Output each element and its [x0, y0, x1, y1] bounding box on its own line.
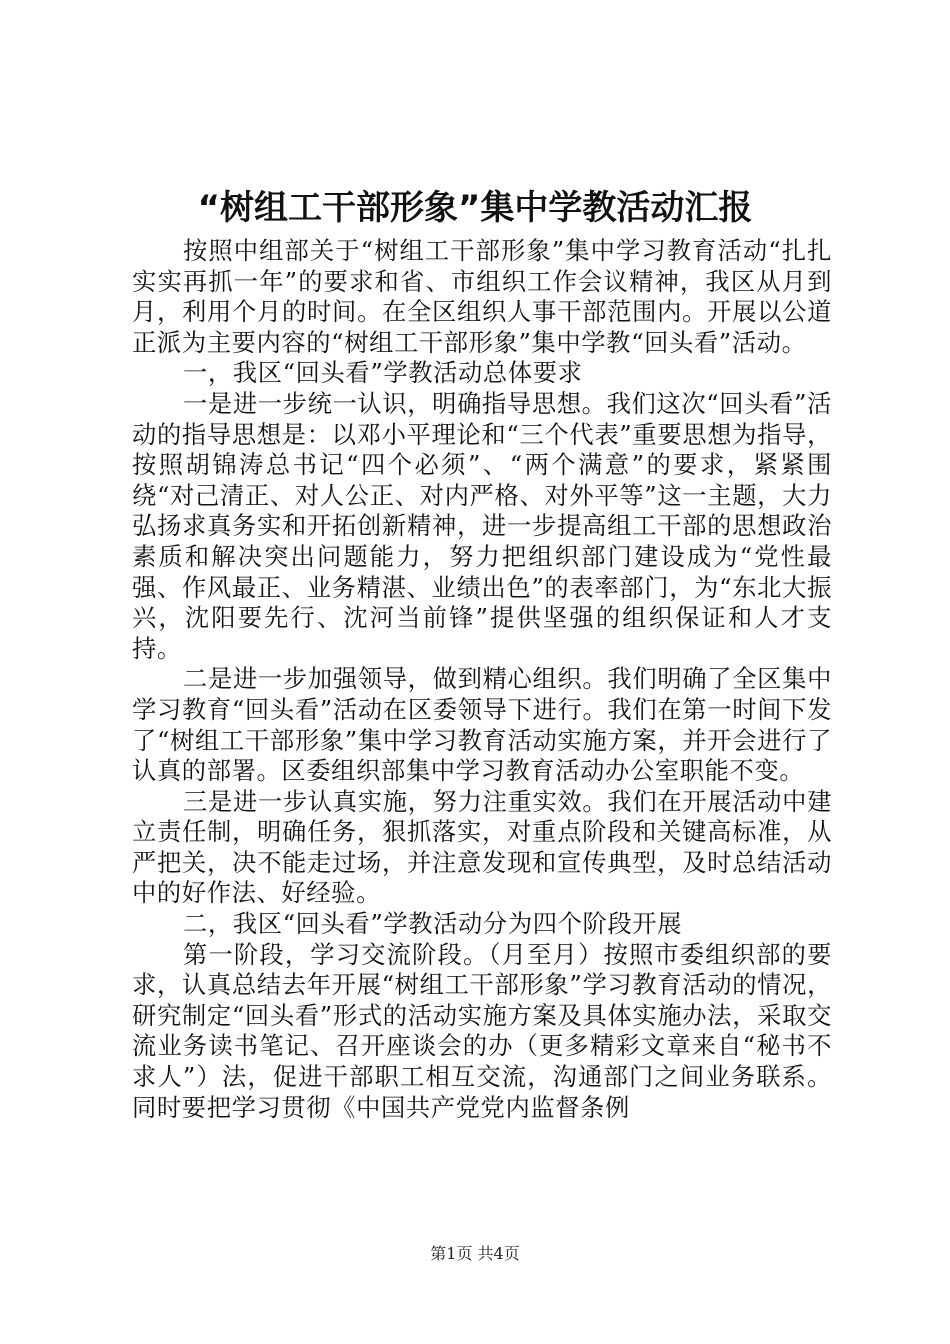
- paragraph-stage-1: 第一阶段，学习交流阶段。（月至月）按照市委组织部的要求，认真总结去年开展“树组工干部形象”学习教育活动的情况，研究制定“回头看”形式的活动实施方案及具体实施办法，采取交流业务读书笔记、召开座谈会的办（更多精彩文章来自“秘书不求人”）法，促进干部职工相互交流，沟通部门之间业务联系。同时要把学习贯彻《中国共产党党内监督条例: [132, 939, 832, 1122]
- document-body: [132, 236, 832, 1123]
- page-footer: 第1页 共4页: [430, 1244, 520, 1263]
- paragraph-point-3: 三是进一步认真实施，努力注重实效。我们在开展活动中建立责任制，明确任务，狠抓落实，对重点阶段和关键高标准，从严把关，决不能走过场，并注意发现和宣传典型，及时总结活动中的好作法、好经验。: [132, 786, 832, 908]
- paragraph-intro: 按照中组部关于“树组工干部形象”集中学习教育活动“扎扎实实再抓一年”的要求和省、市组织工作会议精神，我区从月到月，利用个月的时间。在全区组织人事干部范围内。开展以公道正派为主要内容的“树组工干部形象”集中学教“回头看”活动。: [132, 236, 832, 357]
- section-heading-2: 二，我区“回头看”学教活动分为四个阶段开展: [183, 909, 683, 939]
- section-heading-1: 一，我区“回头看”学教活动总体要求: [183, 358, 583, 388]
- paragraph-point-2: 二是进一步加强领导，做到精心组织。我们明确了全区集中学习教育“回头看”活动在区委领导下进行。我们在第一时间下发了“树组工干部形象”集中学习教育活动实施方案，并开会进行了认真的部署。区委组织部集中学习教育活动办公室职能不变。: [132, 664, 832, 786]
- document-title: “树组工干部形象”集中学教活动汇报: [197, 188, 753, 228]
- paragraph-point-1: 一是进一步统一认识，明确指导思想。我们这次“回头看”活动的指导思想是：以邓小平理论和“三个代表”重要思想为指导，按照胡锦涛总书记“四个必须”、“两个满意”的要求，紧紧围绕“对己清正、对人公正、对内严格、对外平等”这一主题，大力弘扬求真务实和开拓创新精神，进一步提高组工干部的思想政治素质和解决突出问题能力，努力把组织部门建设成为“党性最强、作风最正、业务精湛、业绩出色”的表率部门，为“东北大振兴，沈阳要先行、沈河当前锋”提供坚强的组织保证和人才支持。: [132, 388, 832, 663]
